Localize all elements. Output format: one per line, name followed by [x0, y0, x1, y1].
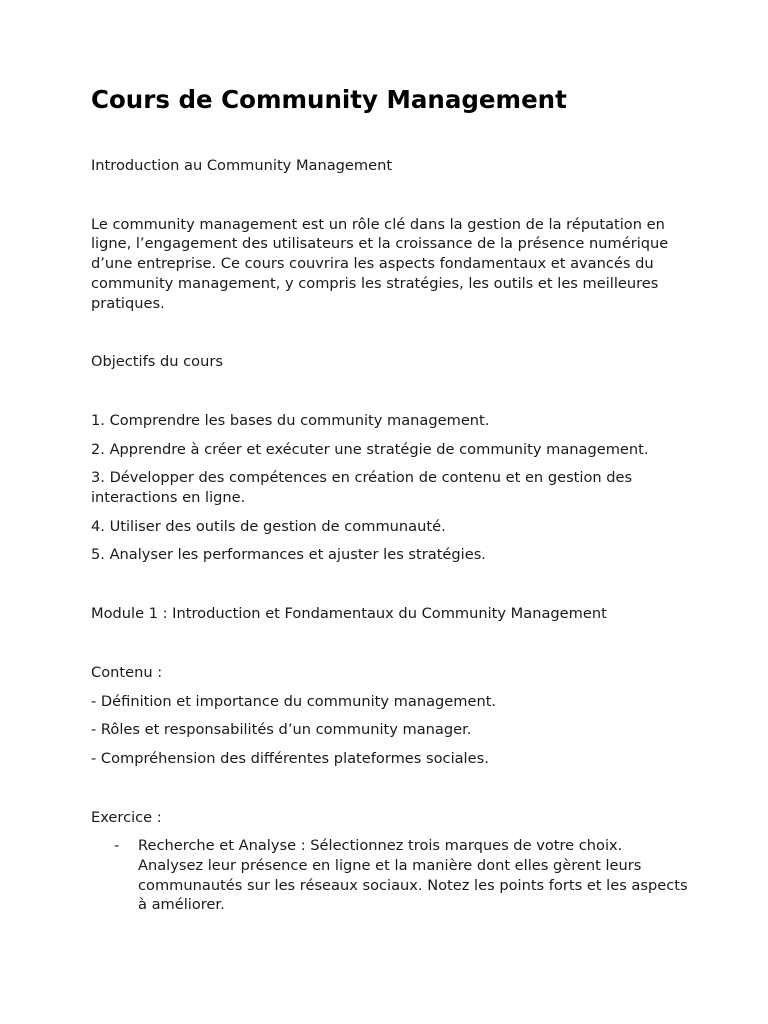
- objective-item: 1. Comprendre les bases du community management.: [91, 411, 490, 429]
- exercice-label: Exercice :: [91, 808, 162, 826]
- objective-item: 3. Développer des compétences en création de contenu et en gestion des interactions en ligne.: [91, 469, 633, 507]
- objectives-heading: Objectifs du cours: [91, 353, 223, 371]
- document-page: [91, 84, 691, 915]
- intro-heading: Introduction au Community Management: [91, 157, 393, 174]
- exercise-text: Recherche et Analyse : Sélectionnez trois marques de votre choix. Analysez leur présence en ligne et la manière dont elles gèrent leurs communautés sur les réseaux sociaux. Notez les points forts et les aspects à améliorer.: [138, 837, 688, 914]
- exercise-list: [91, 836, 691, 915]
- contenu-list: [91, 692, 691, 769]
- objectives-list: [91, 411, 691, 565]
- exercise-bullet: -: [114, 837, 120, 855]
- document-title: Cours de Community Management: [91, 85, 567, 114]
- contenu-item: - Rôles et responsabilités d’un community manager.: [91, 721, 472, 739]
- objective-item: 2. Apprendre à créer et exécuter une stratégie de community management.: [91, 440, 649, 458]
- exercise-item: [91, 836, 691, 915]
- objective-item: 5. Analyser les performances et ajuster les stratégies.: [91, 546, 486, 564]
- module1-heading: Module 1 : Introduction et Fondamentaux du Community Management: [91, 605, 607, 623]
- contenu-item: - Compréhension des différentes plateformes sociales.: [91, 749, 489, 767]
- contenu-label: Contenu :: [91, 663, 163, 681]
- intro-paragraph: Le community management est un rôle clé dans la gestion de la réputation en ligne, l’engagement des utilisateurs et la croissance de la présence numérique d’une entreprise. Ce cours couvrira les aspects fondamentaux et avancés du community management, y compris les stratégies, les outils et les meilleures pratiques.: [91, 215, 669, 312]
- contenu-item: - Définition et importance du community management.: [91, 692, 497, 710]
- objective-item: 4. Utiliser des outils de gestion de communauté.: [91, 517, 446, 535]
